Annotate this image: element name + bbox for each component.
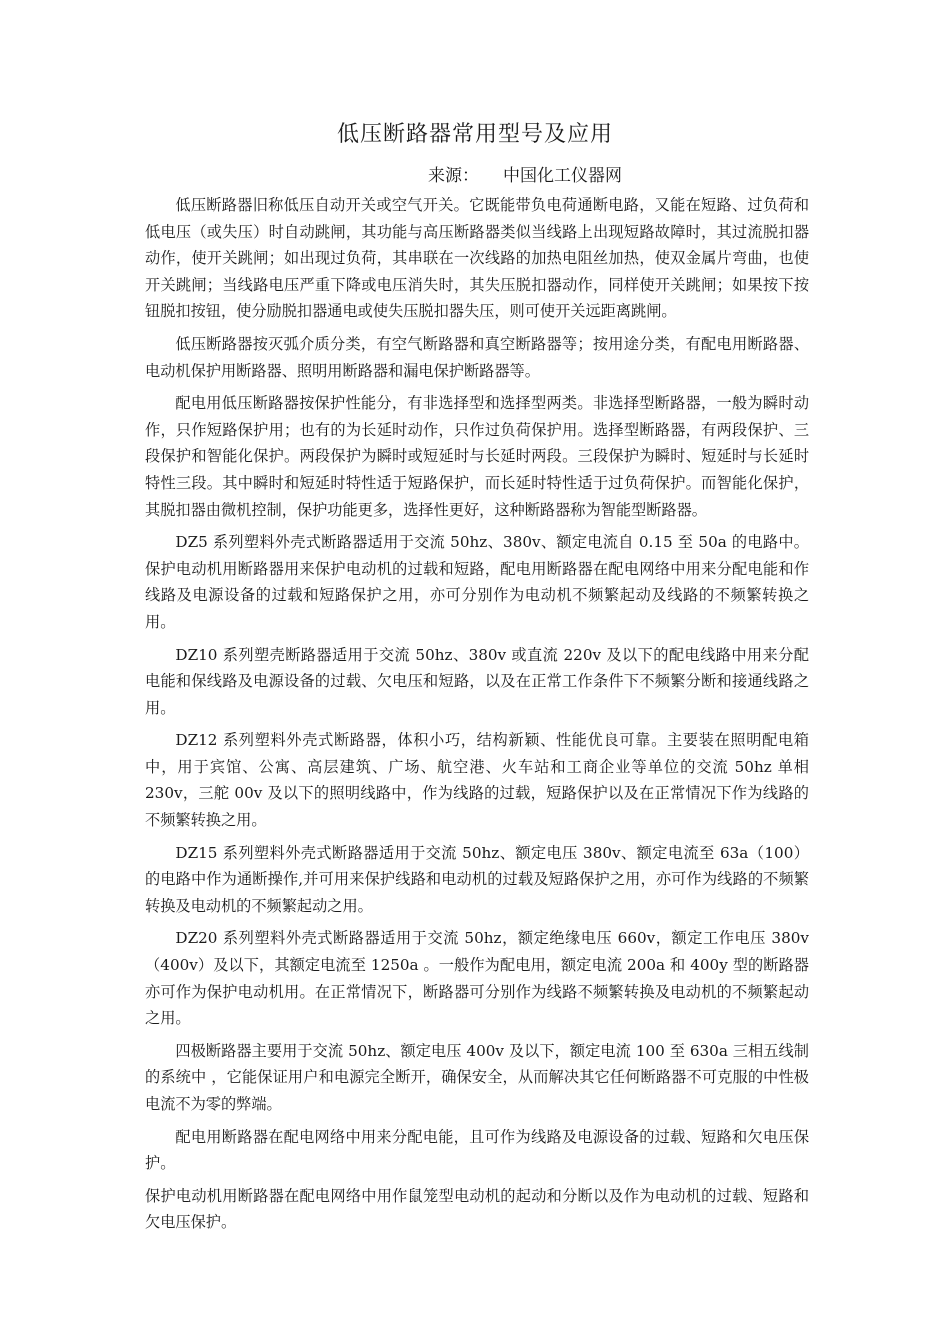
- paragraph-dz10: DZ10 系列塑壳断路器适用于交流 50hz、380v 或直流 220v 及以下的配电线路中用来分配电能和保线路及电源设备的过载、欠电压和短路，以及在正常工作条件下不频繁分断和接通线路之用。: [145, 645, 809, 717]
- paragraph-classification: 低压断路器按灭弧介质分类，有空气断路器和真空断路器等；按用途分类，有配电用断路器、电动机保护用断路器、照明用断路器和漏电保护断路器等。: [145, 334, 809, 380]
- source-name: 中国化工仪器网: [503, 166, 622, 186]
- document-body: [145, 192, 809, 1242]
- source-label: 来源：: [428, 166, 479, 186]
- paragraph-four-pole: 四极断路器主要用于交流 50hz、额定电压 400v 及以下，额定电流 100 至 630a 三相五线制的系统中 ，它能保证用户和电源完全断开，确保安全，从而解决其它任何断路器不可克服的中性极电流不为零的弊端。: [145, 1041, 809, 1113]
- paragraph-intro: 低压断路器旧称低压自动开关或空气开关。它既能带负电荷通断电路，又能在短路、过负荷和低电压（或失压）时自动跳闸，其功能与高压断路器类似当线路上出现短路故障时，其过流脱扣器动作，使开关跳闸；如出现过负荷，其串联在一次线路的加热电阻丝加热，使双金属片弯曲，也使开关跳闸；当线路电压严重下降或电压消失时，其失压脱扣器动作，同样使开关跳闸；如果按下按钮脱扣按钮，使分励脱扣器通电或使失压脱扣器失压，则可使开关远距离跳闸。: [145, 196, 809, 321]
- document-title: 低压断路器常用型号及应用: [336, 122, 613, 147]
- source-line: [428, 163, 622, 189]
- paragraph-dz15: DZ15 系列塑料外壳式断路器适用于交流 50hz、额定电压 380v、额定电流至 63a（100）的电路中作为通断操作,并可用来保护线路和电动机的过载及短路保护之用，亦可作为线路的不频繁转换及电动机的不频繁起动之用。: [145, 843, 809, 915]
- paragraph-dz20: DZ20 系列塑料外壳式断路器适用于交流 50hz，额定绝缘电压 660v，额定工作电压 380v（400v）及以下，其额定电流至 1250a 。一般作为配电用，额定电流 200a 和 400y 型的断路器亦可作为保护电动机用。在正常情况下，断路器可分别作为线路不频繁转换及电动机的不频繁起动之用。: [145, 929, 809, 1028]
- paragraph-protection-types: 配电用低压断路器按保护性能分，有非选择型和选择型两类。非选择型断路器，一般为瞬时动作，只作短路保护用；也有的为长延时动作，只作过负荷保护用。选择型断路器，有两段保护、三段保护和智能化保护。两段保护为瞬时或短延时与长延时两段。三段保护为瞬时、短延时与长延时特性三段。其中瞬时和短延时特性适于短路保护，而长延时特性适于过负荷保护。而智能化保护，其脱扣器由微机控制，保护功能更多，选择性更好，这种断路器称为智能型断路器。: [145, 394, 809, 519]
- paragraph-dz12: DZ12 系列塑料外壳式断路器，体积小巧，结构新颖、性能优良可靠。主要装在照明配电箱中，用于宾馆、公寓、高层建筑、广场、航空港、火车站和工商企业等单位的交流 50hz 单相 230v，三舵 00v 及以下的照明线路中，作为线路的过载，短路保护以及在正常情况下作为线路的不频繁转换之用。: [145, 731, 809, 830]
- paragraph-motor-protection: 保护电动机用断路器在配电网络中用作鼠笼型电动机的起动和分断以及作为电动机的过载、短路和欠电压保护。: [145, 1186, 809, 1232]
- paragraph-dz5: DZ5 系列塑料外壳式断路器适用于交流 50hz、380v、额定电流自 0.15 至 50a 的电路中。保护电动机用断路器用来保护电动机的过载和短路，配电用断路器在配电网络中用来分配电能和作线路及电源设备的过载和短路保护之用，亦可分别作为电动机不频繁起动及线路的不频繁转换之用。: [145, 533, 809, 631]
- paragraph-distribution: 配电用断路器在配电网络中用来分配电能，且可作为线路及电源设备的过载、短路和欠电压保护。: [145, 1127, 809, 1173]
